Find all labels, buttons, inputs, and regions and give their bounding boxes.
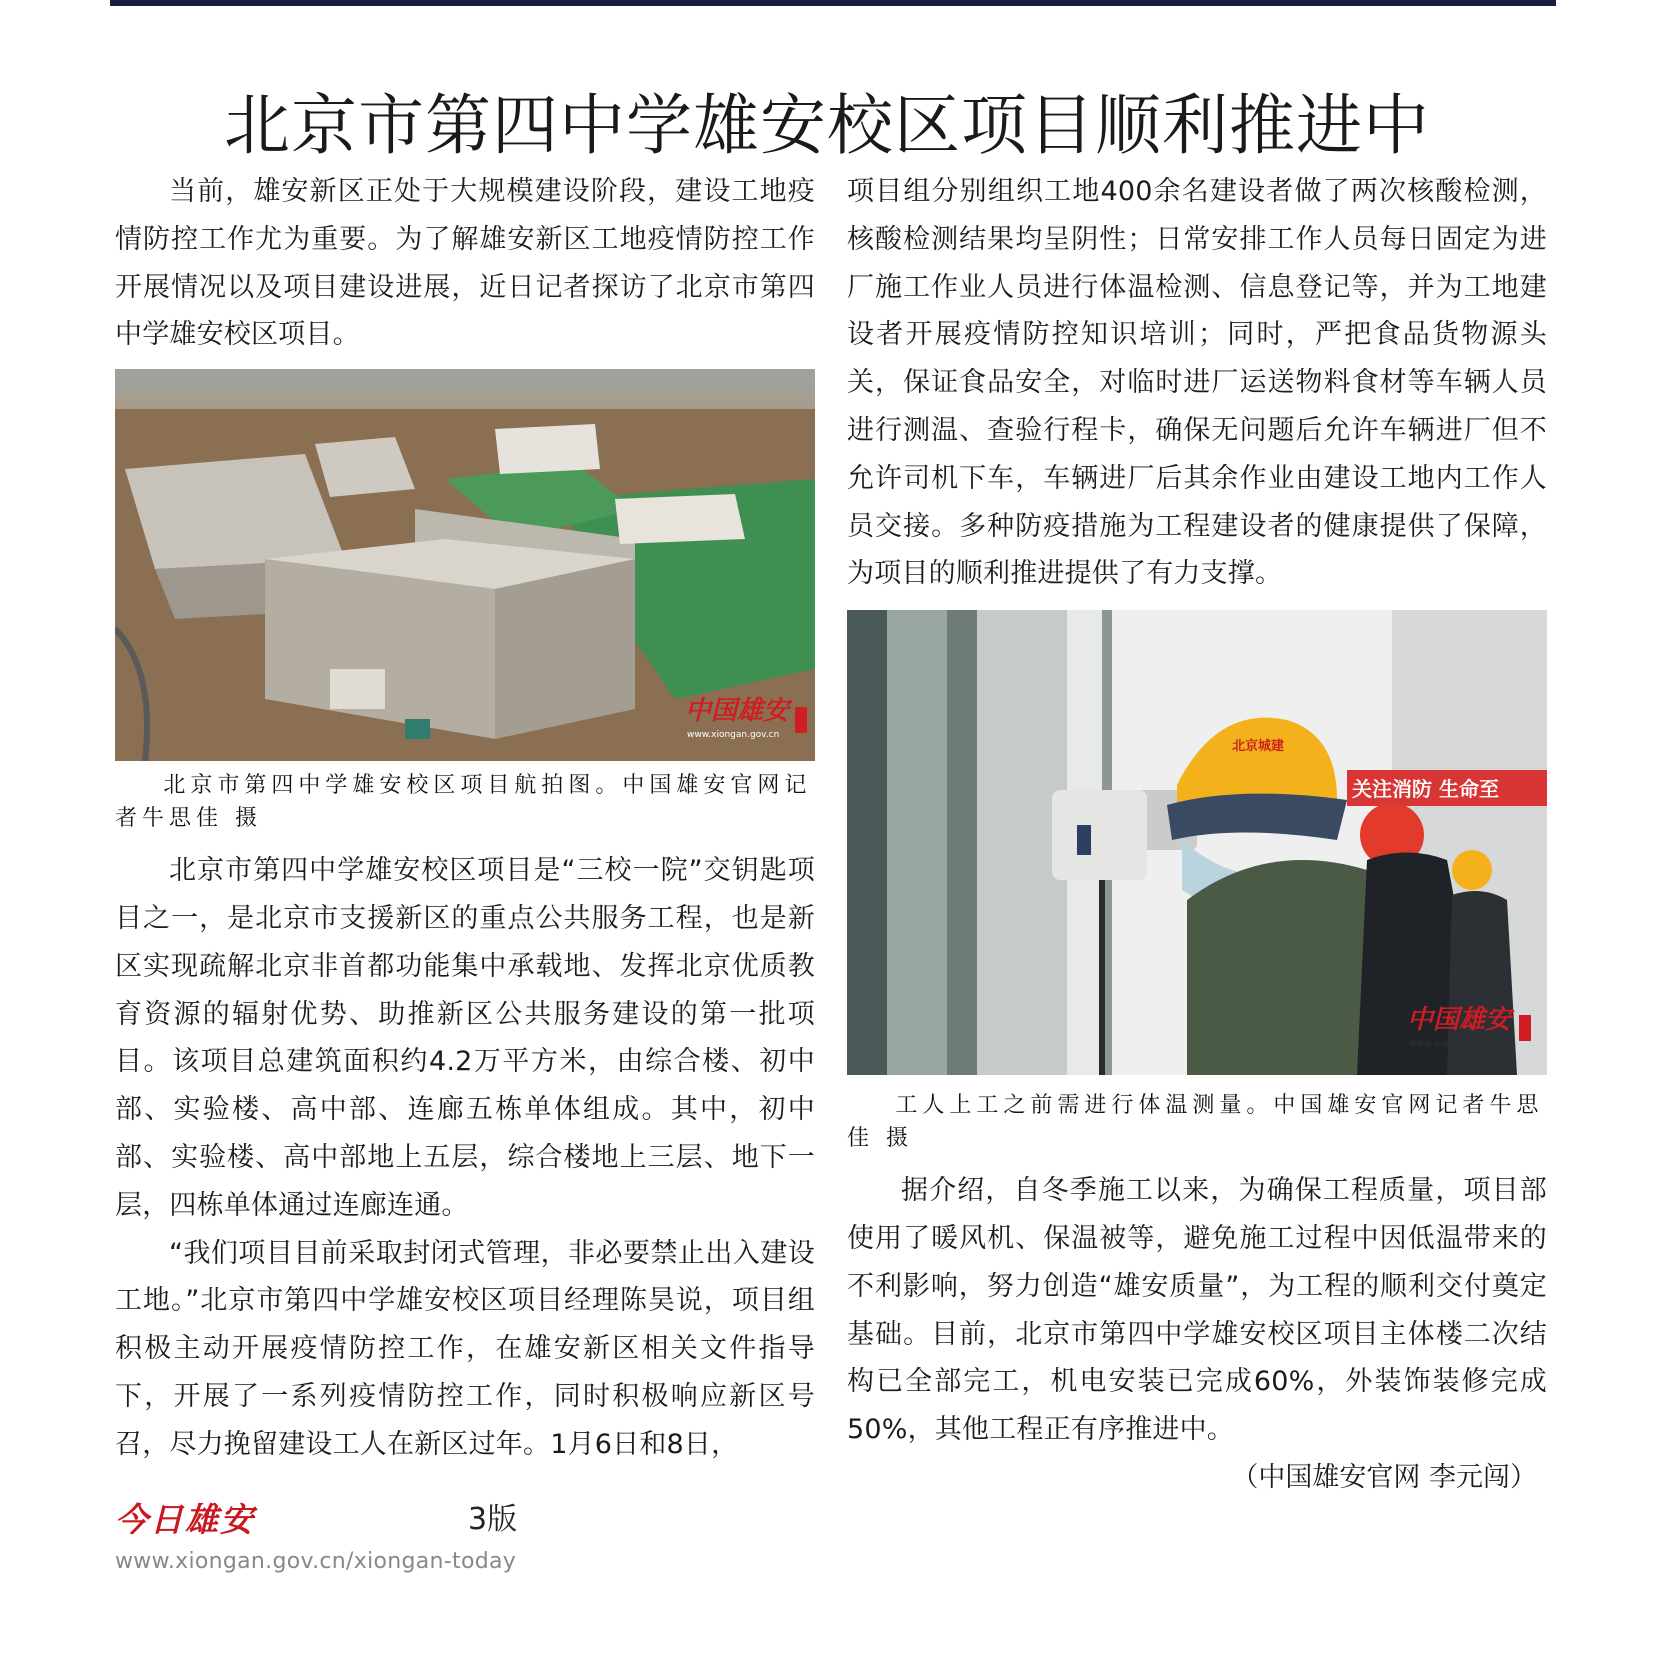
left-column <box>115 168 815 1469</box>
article-title: 北京市第四中学雄安校区项目顺利推进中 <box>224 87 1430 165</box>
photo2-watermark: 中国雄安 <box>1407 1005 1512 1036</box>
right-paragraph-2: 据介绍，自冬季施工以来，为确保工程质量，项目部使用了暖风机、保温被等，避免施工过程中因低温带来的不利影响，努力创造“雄安质量”，为工程的顺利交付奠定基础。目前，北京市第四中学雄安校区项目主体楼二次结构已全部完工，机电安装已完成60%，外装饰装修完成50%，其他工程正有序推进中。 <box>847 1175 1547 1446</box>
photo2-watermark-url: www.xiongan.gov.cn <box>1409 1039 1502 1050</box>
photo2-helmet-text: 北京城建 <box>1232 739 1285 755</box>
footer <box>115 1494 615 1574</box>
footer-url[interactable]: www.xiongan.gov.cn/xiongan-today <box>115 1549 517 1574</box>
edition-number: 3版 <box>468 1502 518 1537</box>
photo1-caption: 北京市第四中学雄安校区项目航拍图。中国雄安官网记者牛思佳 摄 <box>115 773 812 832</box>
byline: （中国雄安官网 李元闯） <box>1231 1461 1537 1493</box>
brand-logo: 今日雄安 <box>115 1500 255 1539</box>
right-paragraph-1: 项目组分别组织工地400余名建设者做了两次核酸检测，核酸检测结果均呈阴性；日常安排工作人员每日固定为进厂施工作业人员进行体温检测、信息登记等，并为工地建设者开展疫情防控知识培训；同时，严把食品货物源头关，保证食品安全，对临时进厂运送物料食材等车辆人员进行测温、查验行程卡，确保无问题后允许车辆进厂但不允许司机下车，车辆进厂后其余作业由建设工地内工作人员交接。多种防疫措施为工程建设者的健康提供了保障，为项目的顺利推进提供了有力支撑。 <box>847 176 1547 590</box>
photo2-caption: 工人上工之前需进行体温测量。中国雄安官网记者牛思佳 摄 <box>847 1093 1544 1152</box>
left-paragraph-1: 当前，雄安新区正处于大规模建设阶段，建设工地疫情防控工作尤为重要。为了解雄安新区工地疫情防控工作开展情况以及项目建设进展，近日记者探访了北京市第四中学雄安校区项目。 <box>115 176 815 351</box>
photo1-watermark-url: www.xiongan.gov.cn <box>687 730 780 741</box>
left-paragraph-2: 北京市第四中学雄安校区项目是“三校一院”交钥匙项目之一，是北京市支援新区的重点公共服务工程，也是新区实现疏解北京非首都功能集中承载地、发挥北京优质教育资源的辐射优势、助推新区公共服务建设的第一批项目。该项目总建筑面积约4.2万平方米，由综合楼、初中部、实验楼、高中部、连廊五栋单体组成。其中，初中部、实验楼、高中部地上五层，综合楼地上三层、地下一层，四栋单体通过连廊连通。 <box>115 855 815 1221</box>
right-column <box>847 168 1547 1501</box>
temperature-check-photo <box>847 610 1547 1075</box>
left-paragraph-3: “我们项目目前采取封闭式管理，非必要禁止出入建设工地。”北京市第四中学雄安校区项目经理陈昊说，项目组积极主动开展疫情防控工作，在雄安新区相关文件指导下，开展了一系列疫情防控工作，同时积极响应新区号召，尽力挽留建设工人在新区过年。1月6日和8日， <box>115 1237 815 1460</box>
top-bar <box>110 0 1556 6</box>
aerial-photo <box>115 369 815 761</box>
photo1-watermark: 中国雄安 <box>685 696 790 727</box>
photo2-banner-text: 关注消防 生命至 <box>1352 777 1499 802</box>
